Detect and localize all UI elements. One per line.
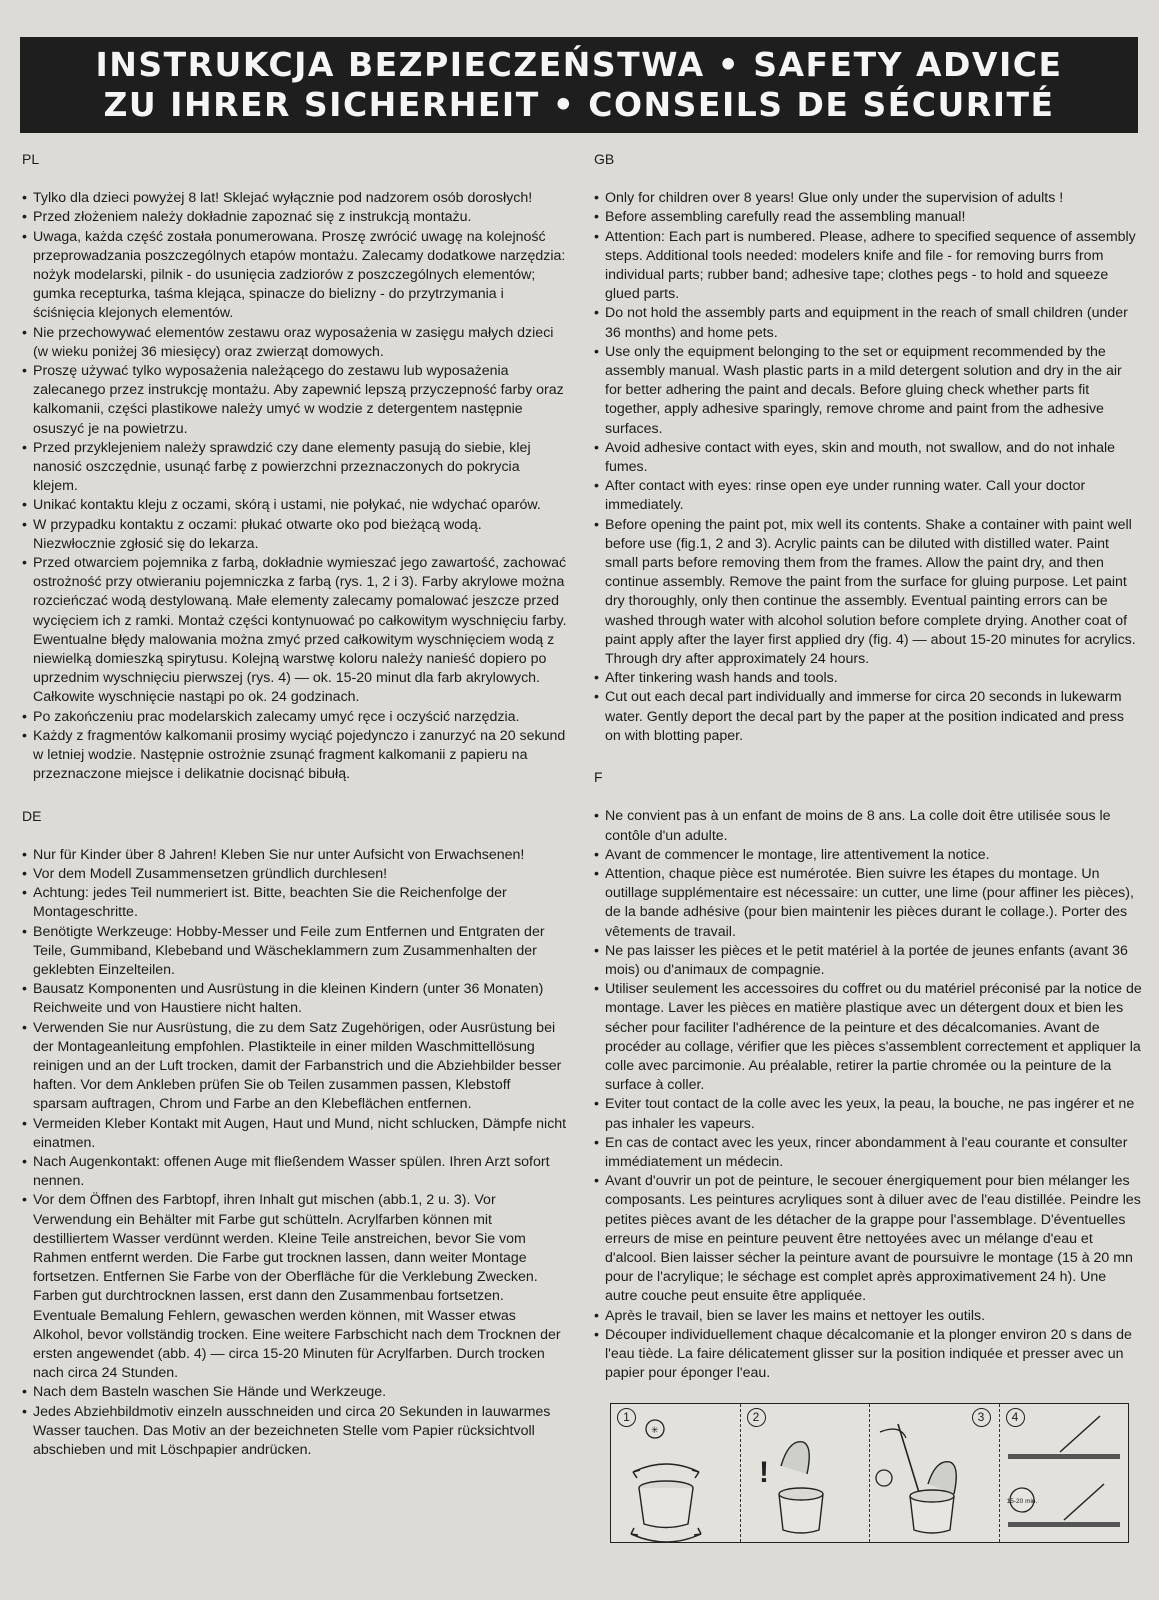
figure-number-2: 2 (747, 1408, 766, 1427)
svg-text:!: ! (758, 1456, 769, 1490)
open-paint-pot-icon (741, 1404, 870, 1542)
pl-list (22, 189, 567, 784)
section-label-de: DE (22, 807, 42, 824)
list-item: • Jedes Abziehbildmotiv einzeln ausschneiden und circa 20 Sekunden in lauwarmes Wasser tauchen. Das Motiv an der bezeichneten Stelle vom Papier rücksichtvoll abschieben und mit Löschpapier andrücken. (22, 1403, 567, 1461)
title-banner (20, 37, 1138, 133)
list-item: • Unikać kontaktu kleju z oczami, skórą i ustami, nie połykać, nie wdychać oparów. (22, 496, 567, 515)
list-item: • Po zakończeniu prac modelarskich zalecamy umyć ręce i oczyścić narzędzia. (22, 708, 567, 727)
list-item: • Eviter tout contact de la colle avec les yeux, la peau, la bouche, ne pas ingérer et ne pas inhaler les vapeurs. (594, 1095, 1142, 1133)
drying-time-label: 15-20 min. (1006, 1498, 1037, 1506)
list-item: • W przypadku kontaktu z oczami: płukać otwarte oko pod bieżącą wodą. Niezwłocznie zgłosić się do lekarza. (22, 516, 567, 554)
list-item: • Uwaga, każda część została ponumerowana. Proszę zwrócić uwagę na kolejność przeprowadzania poszczególnych etapów montażu. Zalecamy dodatkowe narzędzia: nożyk modelarski, pilnik - do usunięcia zadziorów z poszczególnych elementów; gumka recepturka, taśma klejąca, spinacze do bielizny - do przytrzymania i ściśnięcia klejonych elementów. (22, 228, 567, 324)
list-item: • Vor dem Modell Zusammensetzen gründlich durchlesen! (22, 865, 567, 884)
section-label-gb: GB (594, 151, 615, 167)
figure-panel-3 (870, 1404, 1000, 1542)
list-item: • Nur für Kinder über 8 Jahren! Kleben Sie nur unter Aufsicht von Erwachsenen! (22, 846, 567, 865)
left-column (22, 150, 567, 1460)
list-item: • Attention: Each part is numbered. Please, adhere to specified sequence of assembly steps. Additional tools needed: modelers knife and file - for removing burrs from individual parts; rubber band; adhesive tape; clothes pegs - to hold and squeeze glued parts. (594, 228, 1142, 305)
de-list (22, 846, 567, 1461)
figure-number-4: 4 (1006, 1408, 1025, 1427)
list-item: • Każdy z fragmentów kalkomanii prosimy wyciąć pojedynczo i zanurzyć na 20 sekund w letniej wodzie. Następnie ostrożnie zsunąć fragment kalkomanii z papieru na przeznaczone miejsce i delikatnie docisnąć bibułą. (22, 727, 567, 785)
list-item: • Nach Augenkontakt: offenen Auge mit fließendem Wasser spülen. Ihren Arzt sofort nennen. (22, 1153, 567, 1191)
list-item: • Vor dem Öffnen des Farbtopf, ihren Inhalt gut mischen (abb.1, 2 u. 3). Vor Verwendung ein Behälter mit Farbe gut schütteln. Acrylfarben können mit destilliertem Wasser verdünnt werden. Kleine Teile anstreichen, bevor Sie vom Rahmen entfernt werden. Die Farbe gut trocknen lassen, dann weiter Montage fortsetzen. Entfernen Sie Farbe von der Oberfläche für die Verklebung Zwecken. Farben gut durchtrocknen lassen, erst dann den Zusammenbau fortsetzen. Eventuale Bemalung Fehlern, gewaschen werden können, mit Wasser etwas Alkohol, bevor vollständig trocken. Eine weitere Farbschicht nach dem Trocknen der ersten angewendet (abb. 4) — circa 15-20 Minuten für Acrylfarben. Durch trocken nach circa 24 Stunden. (22, 1191, 567, 1383)
figure-panel-4 (1000, 1404, 1129, 1542)
list-item: • Przed złożeniem należy dokładnie zapoznać się z instrukcją montażu. (22, 208, 567, 227)
list-item: • After tinkering wash hands and tools. (594, 669, 1142, 688)
list-item: • Verwenden Sie nur Ausrüstung, die zu dem Satz Zugehörigen, oder Ausrüstung bei der Montageanleitung empfohlen. Plastikteile in einer milden Waschmittellösung reinigen und an der Luft trocken, damit der Farbanstrich und die Abziehbilder besser haften. Vor dem Ankleben prüfen Sie ob Teilen zusammen passen, Klebstoff sparsam auftragen, Chrom und Farbe an den Klebeflächen entfernen. (22, 1019, 567, 1115)
figure-panel-2 (741, 1404, 871, 1542)
drying-time-icon (1000, 1404, 1129, 1542)
fr-list (594, 807, 1142, 1383)
list-item: • En cas de contact avec les yeux, rincer abondamment à l'eau courante et consulter immédiatement un médecin. (594, 1134, 1142, 1172)
list-item: • Ne pas laisser les pièces et le petit matériel à la portée de jeunes enfants (avant 36 mois) ou d'animaux de compagnie. (594, 942, 1142, 980)
svg-text:✳: ✳ (651, 1425, 659, 1436)
list-item: • Vermeiden Kleber Kontakt mit Augen, Haut und Mund, nicht schlucken, Dämpfe nicht einatmen. (22, 1115, 567, 1153)
list-item: • Après le travail, bien se laver les mains et nettoyer les outils. (594, 1307, 1142, 1326)
painting-instructions-diagram (610, 1403, 1129, 1543)
shake-paint-pot-icon (611, 1404, 740, 1542)
list-item: • Do not hold the assembly parts and equipment in the reach of small children (under 36 months) and home pets. (594, 304, 1142, 342)
stir-paint-icon (870, 1404, 999, 1542)
list-item: • Avant de commencer le montage, lire attentivement la notice. (594, 846, 1142, 865)
figure-number-3: 3 (972, 1408, 991, 1427)
section-label-fr: F (594, 769, 603, 786)
list-item: • Use only the equipment belonging to the set or equipment recommended by the assembly manual. Wash plastic parts in a mild detergent solution and dry in the air for better adhering the paint and decals. Before gluing check whether parts fit together, apply adhesive sparingly, remove chrome and paint from the adhesive surfaces. (594, 343, 1142, 439)
list-item: • Proszę używać tylko wyposażenia należącego do zestawu lub wyposażenia zalecanego przez instrukcję montażu. Aby zapewnić lepszą przyczepność farby oraz kalkomanii, części plastikowe należy umyć w wodzie z detergentem następnie osuszyć je na powietrzu. (22, 362, 567, 439)
list-item: • Bausatz Komponenten und Ausrüstung in die kleinen Kindern (unter 36 Monaten) Reichweite und von Haustiere nicht halten. (22, 980, 567, 1018)
list-item: • Avant d'ouvrir un pot de peinture, le secouer énergiquement pour bien mélanger les composants. Les peintures acryliques sont à diluer avec de l'eau distillée. Peindre les petites pièces avant de les détacher de la grappe pour l'assemblage. D'éventuelles erreurs de mise en peinture peuvent être nettoyées avec un mélange d'eau et d'alcool. Bien laisser sécher la peinture avant de poursuivre le montage (15 à 20 mn pour de l'acrylique; le séchage est complet après approximativement 24 h). Une autre couche peut ensuite être appliquée. (594, 1172, 1142, 1306)
list-item: • Przed otwarciem pojemnika z farbą, dokładnie wymieszać jego zawartość, zachować ostrożność przy otwieraniu pojemniczka z farbą (rys. 1, 2 i 3). Farby akrylowe można rozcieńczać wodą destylowaną. Małe elementy zalecamy pomalować jeszcze przed wycięciem ich z ramki. Montaż części kontynuować po całkowitym wyschnięciu farby. Ewentualne błędy malowania można zmyć przed całkowitym wyschnięciem wodą z niewielką domieszką spirytusu. Kolejną warstwę koloru należy nanieść dopiero po uprzednim wyschnięciu pierwszej (rys. 4) — ok. 15-20 minut dla farb akrylowych. Całkowite wyschnięcie nastąpi po ok. 24 godzinach. (22, 554, 567, 708)
list-item: • Nach dem Basteln waschen Sie Hände und Werkzeuge. (22, 1383, 567, 1402)
title-line-2: ZU IHRER SICHERHEIT • CONSEILS DE SÉCURITÉ (103, 85, 1055, 124)
figure-number-1: 1 (617, 1408, 636, 1427)
list-item: • Découper individuellement chaque décalcomanie et la plonger environ 20 s dans de l'eau tiède. La faire délicatement glisser sur la position indiquée et presser avec un papier pour éponger l'eau. (594, 1326, 1142, 1384)
list-item: • Only for children over 8 years! Glue only under the supervision of adults ! (594, 189, 1142, 208)
title-line-1: INSTRUKCJA BEZPIECZEŃSTWA • SAFETY ADVICE (95, 45, 1063, 84)
section-label-pl: PL (22, 151, 40, 167)
list-item: • Tylko dla dzieci powyżej 8 lat! Sklejać wyłącznie pod nadzorem osób dorosłych! (22, 189, 567, 208)
list-item: • Cut out each decal part individually and immerse for circa 20 seconds in lukewarm water. Gently deport the decal part by the paper at the position indicated and press on with blotting paper. (594, 688, 1142, 746)
list-item: • Attention, chaque pièce est numérotée. Bien suivre les étapes du montage. Un outillage supplémentaire est nécessaire: un cutter, une lime (pour affiner les pièces), de la bande adhésive (pour bien maintenir les pièces durant le collage.). Porter des vêtements de travail. (594, 865, 1142, 942)
list-item: • Before assembling carefully read the assembling manual! (594, 208, 1142, 227)
list-item: • Przed przyklejeniem należy sprawdzić czy dane elementy pasują do siebie, klej nanosić oszczędnie, usunąć farbę z powierzchni przeznaczonych do pokrycia klejem. (22, 439, 567, 497)
gb-list (594, 189, 1142, 746)
right-column (594, 150, 1142, 1543)
list-item: • Achtung: jedes Teil nummeriert ist. Bitte, beachten Sie die Reichenfolge der Montageschritte. (22, 884, 567, 922)
list-item: • Benötigte Werkzeuge: Hobby-Messer und Feile zum Entfernen und Entgraten der Teile, Gummiband, Klebeband und Wäscheklammern zum Zusammenhalten der geklebten Einzelteilen. (22, 923, 567, 981)
list-item: • Avoid adhesive contact with eyes, skin and mouth, not swallow, and do not inhale fumes. (594, 439, 1142, 477)
list-item: • Utiliser seulement les accessoires du coffret ou du matériel préconisé par la notice de montage. Laver les pièces en matière plastique avec un détergent doux et bien les sécher pour faciliter l'adhérence de la peinture et des décalcomanies. Avant de procéder au collage, vérifier que les pièces s'assemblent correctement et appliquer la colle avec parcimonie. Au préalable, retirer la partie chromée ou la peinture de la surface à coller. (594, 980, 1142, 1095)
list-item: • Ne convient pas à un enfant de moins de 8 ans. La colle doit être utilisée sous le contôle d'un adulte. (594, 807, 1142, 845)
list-item: • Nie przechowywać elementów zestawu oraz wyposażenia w zasięgu małych dzieci (w wieku poniżej 36 miesięcy) oraz zwierząt domowych. (22, 324, 567, 362)
list-item: • After contact with eyes: rinse open eye under running water. Call your doctor immediately. (594, 477, 1142, 515)
list-item: • Before opening the paint pot, mix well its contents. Shake a container with paint well before use (fig.1, 2 and 3). Acrylic paints can be diluted with distilled water. Paint small parts before removing them from the frames. Allow the paint dry, and then continue assembly. Remove the paint from the surface for gluing purpose. Let paint dry thoroughly, only then continue the assembly. Eventual painting errors can be washed through water with alcohol solution before complete drying. Another coat of paint apply after the layer first applied dry (fig. 4) — about 15-20 minutes for acrylics. Through dry after approximately 24 hours. (594, 516, 1142, 670)
figure-panel-1 (611, 1404, 741, 1542)
